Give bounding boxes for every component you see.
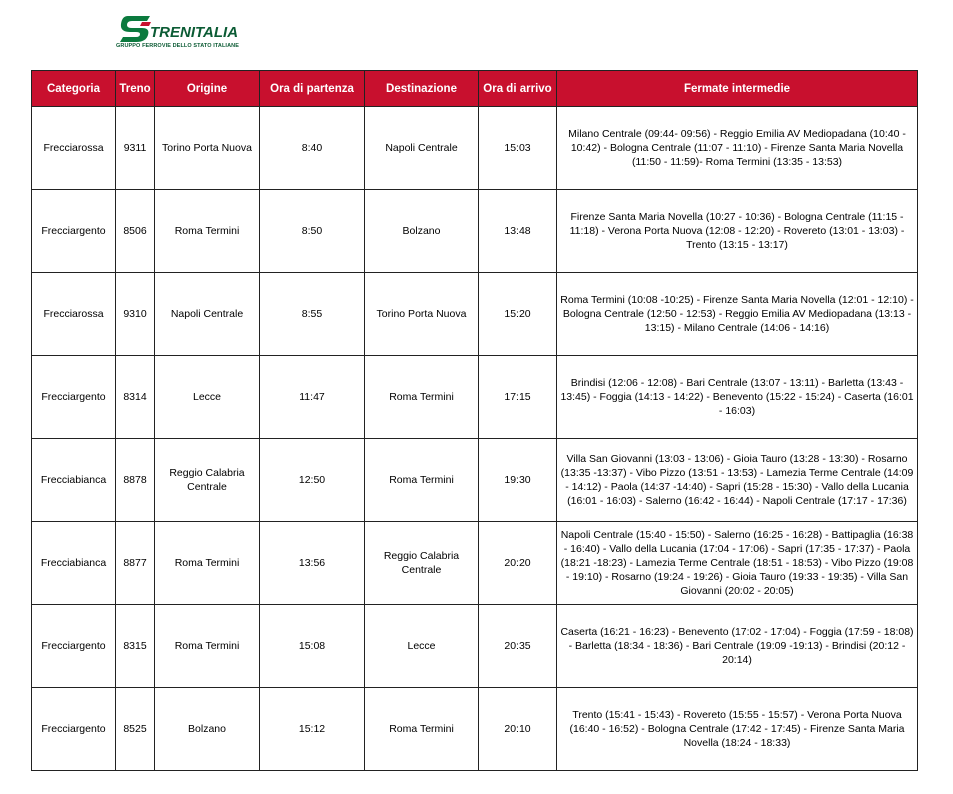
trenitalia-logo <box>112 12 242 54</box>
cell-fermate: Brindisi (12:06 - 12:08) - Bari Centrale (13:07 - 13:11) - Barletta (13:43 - 13:45) - Foggia (14:13 - 14:22) - Benevento (15:22 - 15:24) - Caserta (16:01 - 16:03) <box>557 356 918 439</box>
table-row <box>32 107 918 190</box>
cell-partenza: 8:40 <box>260 107 365 190</box>
logo-subtitle: GRUPPO FERROVIE DELLO STATO ITALIANE <box>116 43 239 49</box>
cell-treno: 9310 <box>116 273 155 356</box>
header-treno: Treno <box>116 71 155 107</box>
cell-fermate: Caserta (16:21 - 16:23) - Benevento (17:02 - 17:04) - Foggia (17:59 - 18:08) - Barletta (18:34 - 18:36) - Bari Centrale (19:09 -19:13) - Brindisi (20:12 - 20:14) <box>557 605 918 688</box>
cell-treno: 8525 <box>116 688 155 771</box>
cell-treno: 8506 <box>116 190 155 273</box>
table-row <box>32 605 918 688</box>
logo-brand-text: TRENITALIA <box>150 24 239 41</box>
cell-origine: Napoli Centrale <box>155 273 260 356</box>
table-row <box>32 190 918 273</box>
cell-treno: 8878 <box>116 439 155 522</box>
cell-destinazione: Roma Termini <box>365 356 479 439</box>
cell-origine: Roma Termini <box>155 190 260 273</box>
cell-arrivo: 15:20 <box>479 273 557 356</box>
cell-arrivo: 20:35 <box>479 605 557 688</box>
cell-arrivo: 17:15 <box>479 356 557 439</box>
cell-origine: Bolzano <box>155 688 260 771</box>
cell-arrivo: 20:10 <box>479 688 557 771</box>
cell-categoria: Frecciarossa <box>32 273 116 356</box>
cell-destinazione: Bolzano <box>365 190 479 273</box>
table-row <box>32 522 918 605</box>
trenitalia-logo-icon <box>118 14 152 44</box>
cell-arrivo: 20:20 <box>479 522 557 605</box>
cell-origine: Reggio Calabria Centrale <box>155 439 260 522</box>
cell-categoria: Frecciabianca <box>32 439 116 522</box>
cell-destinazione: Reggio Calabria Centrale <box>365 522 479 605</box>
cell-origine: Roma Termini <box>155 605 260 688</box>
table-row <box>32 273 918 356</box>
cell-categoria: Frecciabianca <box>32 522 116 605</box>
cell-partenza: 11:47 <box>260 356 365 439</box>
cell-origine: Lecce <box>155 356 260 439</box>
cell-arrivo: 13:48 <box>479 190 557 273</box>
header-ora-arrivo: Ora di arrivo <box>479 71 557 107</box>
cell-categoria: Frecciargento <box>32 688 116 771</box>
table-row <box>32 439 918 522</box>
cell-treno: 9311 <box>116 107 155 190</box>
cell-partenza: 13:56 <box>260 522 365 605</box>
cell-categoria: Frecciarossa <box>32 107 116 190</box>
header-destinazione: Destinazione <box>365 71 479 107</box>
header-row <box>32 71 918 107</box>
cell-categoria: Frecciargento <box>32 605 116 688</box>
header-origine: Origine <box>155 71 260 107</box>
header-ora-partenza: Ora di partenza <box>260 71 365 107</box>
cell-partenza: 8:55 <box>260 273 365 356</box>
cell-categoria: Frecciargento <box>32 190 116 273</box>
cell-fermate: Trento (15:41 - 15:43) - Rovereto (15:55 - 15:57) - Verona Porta Nuova (16:40 - 16:52) - Bologna Centrale (17:42 - 17:45) - Firenze Santa Maria Novella (18:24 - 18:33) <box>557 688 918 771</box>
cell-partenza: 15:08 <box>260 605 365 688</box>
cell-partenza: 12:50 <box>260 439 365 522</box>
cell-categoria: Frecciargento <box>32 356 116 439</box>
cell-fermate: Roma Termini (10:08 -10:25) - Firenze Santa Maria Novella (12:01 - 12:10) - Bologna Centrale (12:50 - 12:53) - Reggio Emilia AV Mediopadana (13:13 - 13:15) - Milano Centrale (14:06 - 14:16) <box>557 273 918 356</box>
cell-treno: 8877 <box>116 522 155 605</box>
cell-destinazione: Lecce <box>365 605 479 688</box>
cell-destinazione: Roma Termini <box>365 688 479 771</box>
table-row <box>32 688 918 771</box>
cell-partenza: 8:50 <box>260 190 365 273</box>
cell-treno: 8314 <box>116 356 155 439</box>
cell-destinazione: Torino Porta Nuova <box>365 273 479 356</box>
table-row <box>32 356 918 439</box>
cell-treno: 8315 <box>116 605 155 688</box>
cell-fermate: Villa San Giovanni (13:03 - 13:06) - Gioia Tauro (13:28 - 13:30) - Rosarno (13:35 -13:37) - Vibo Pizzo (13:51 - 13:53) - Lamezia Terme Centrale (14:09 - 14:12) - Paola (14:37 -14:40) - Sapri (15:28 - 15:30) - Vallo della Lucania (16:01 - 16:03) - Salerno (16:42 - 16:44) - Napoli Centrale (17:17 - 17:36) <box>557 439 918 522</box>
cell-destinazione: Napoli Centrale <box>365 107 479 190</box>
cell-origine: Roma Termini <box>155 522 260 605</box>
cell-origine: Torino Porta Nuova <box>155 107 260 190</box>
cell-destinazione: Roma Termini <box>365 439 479 522</box>
cell-fermate: Napoli Centrale (15:40 - 15:50) - Salerno (16:25 - 16:28) - Battipaglia (16:38 - 16:40) - Vallo della Lucania (17:04 - 17:06) - Sapri (17:35 - 17:37) - Paola (18:21 -18:23) - Lamezia Terme Centrale (18:51 - 18:53) - Vibo Pizzo (19:08 - 19:10) - Rosarno (19:24 - 19:26) - Gioia Tauro (19:33 - 19:35) - Villa San Giovanni (20:02 - 20:05) <box>557 522 918 605</box>
timetable <box>31 70 918 771</box>
cell-partenza: 15:12 <box>260 688 365 771</box>
cell-fermate: Firenze Santa Maria Novella (10:27 - 10:36) - Bologna Centrale (11:15 - 11:18) - Verona Porta Nuova (12:08 - 12:20) - Rovereto (13:01 - 13:03) - Trento (13:15 - 13:17) <box>557 190 918 273</box>
header-categoria: Categoria <box>32 71 116 107</box>
cell-arrivo: 15:03 <box>479 107 557 190</box>
header-fermate: Fermate intermedie <box>557 71 918 107</box>
cell-arrivo: 19:30 <box>479 439 557 522</box>
cell-fermate: Milano Centrale (09:44- 09:56) - Reggio Emilia AV Mediopadana (10:40 - 10:42) - Bologna Centrale (11:07 - 11:10) - Firenze Santa Maria Novella (11:50 - 11:59)- Roma Termini (13:35 - 13:53) <box>557 107 918 190</box>
